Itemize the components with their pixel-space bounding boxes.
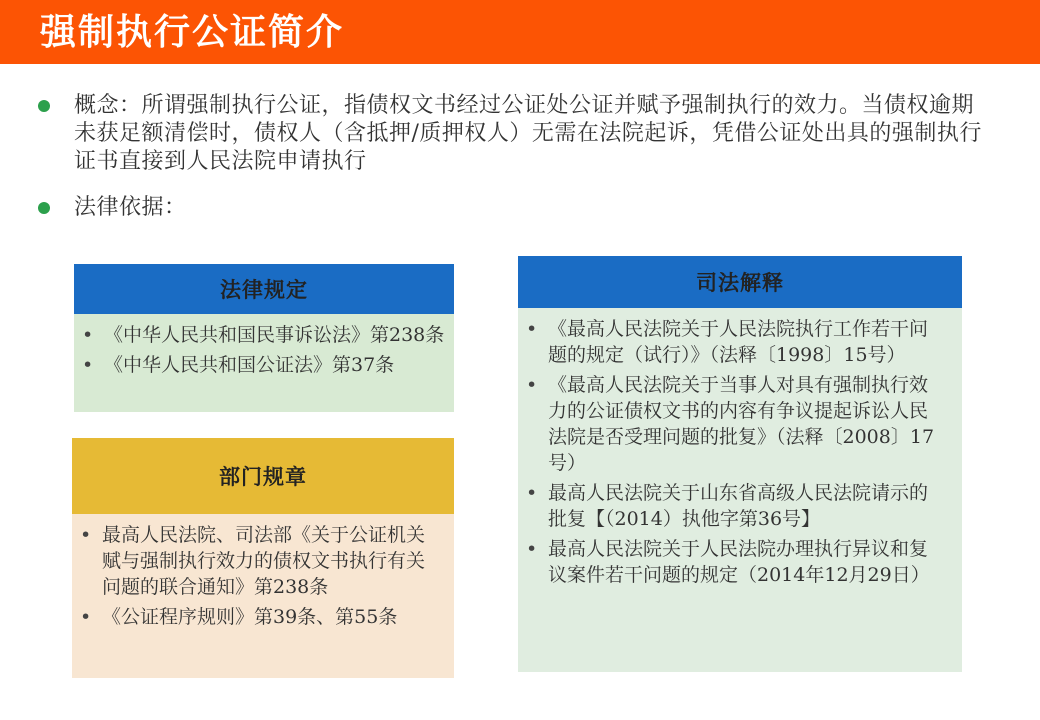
rules-box xyxy=(72,438,454,678)
page-title: 强制执行公证简介 xyxy=(40,11,345,53)
list-item: • 最高人民法院、司法部《关于公证机关赋与强制执行效力的债权文书执行有关问题的联合通知》第238条 xyxy=(72,522,442,600)
concept-bullet xyxy=(36,92,996,184)
green-bullet-icon xyxy=(38,202,50,214)
list-item: • 《最高人民法院关于人民法院执行工作若干问题的规定（试行）》（法释〔1998〕15号） xyxy=(518,316,944,368)
green-bullet-icon xyxy=(38,100,50,112)
judicial-list xyxy=(518,308,962,588)
judicial-box-header: 司法解释 xyxy=(518,256,962,308)
law-box xyxy=(74,264,454,412)
judicial-box xyxy=(518,256,962,672)
rules-box-header: 部门规章 xyxy=(72,438,454,514)
judicial-box-body xyxy=(518,308,962,672)
legal-basis-bullet xyxy=(36,194,996,224)
list-item: • 最高人民法院关于人民法院办理执行异议和复议案件若干问题的规定（2014年12月29日） xyxy=(518,536,944,588)
law-box-header: 法律规定 xyxy=(74,264,454,314)
list-item: • 《最高人民法院关于当事人对具有强制执行效力的公证债权文书的内容有争议提起诉讼人民法院是否受理问题的批复》（法释〔2008〕17号） xyxy=(518,372,944,476)
concept-text: 概念：所谓强制执行公证，指债权文书经过公证处公证并赋予强制执行的效力。当债权逾期未获足额清偿时，债权人（含抵押/质押权人）无需在法院起诉，凭借公证处出具的强制执行证书直接到人民法院申请执行 xyxy=(74,93,982,174)
rules-list xyxy=(72,514,454,630)
law-list xyxy=(74,314,454,378)
list-item: • 《公证程序规则》第39条、第55条 xyxy=(72,604,442,630)
legal-basis-text: 法律依据： xyxy=(74,195,187,220)
law-box-body xyxy=(74,314,454,412)
list-item: • 《中华人民共和国民事诉讼法》第238条 xyxy=(74,322,446,348)
list-item: • 最高人民法院关于山东省高级人民法院请示的批复【（2014）执他字第36号】 xyxy=(518,480,944,532)
list-item: • 《中华人民共和国公证法》第37条 xyxy=(74,352,446,378)
title-bar xyxy=(0,0,1040,64)
rules-box-body xyxy=(72,514,454,678)
